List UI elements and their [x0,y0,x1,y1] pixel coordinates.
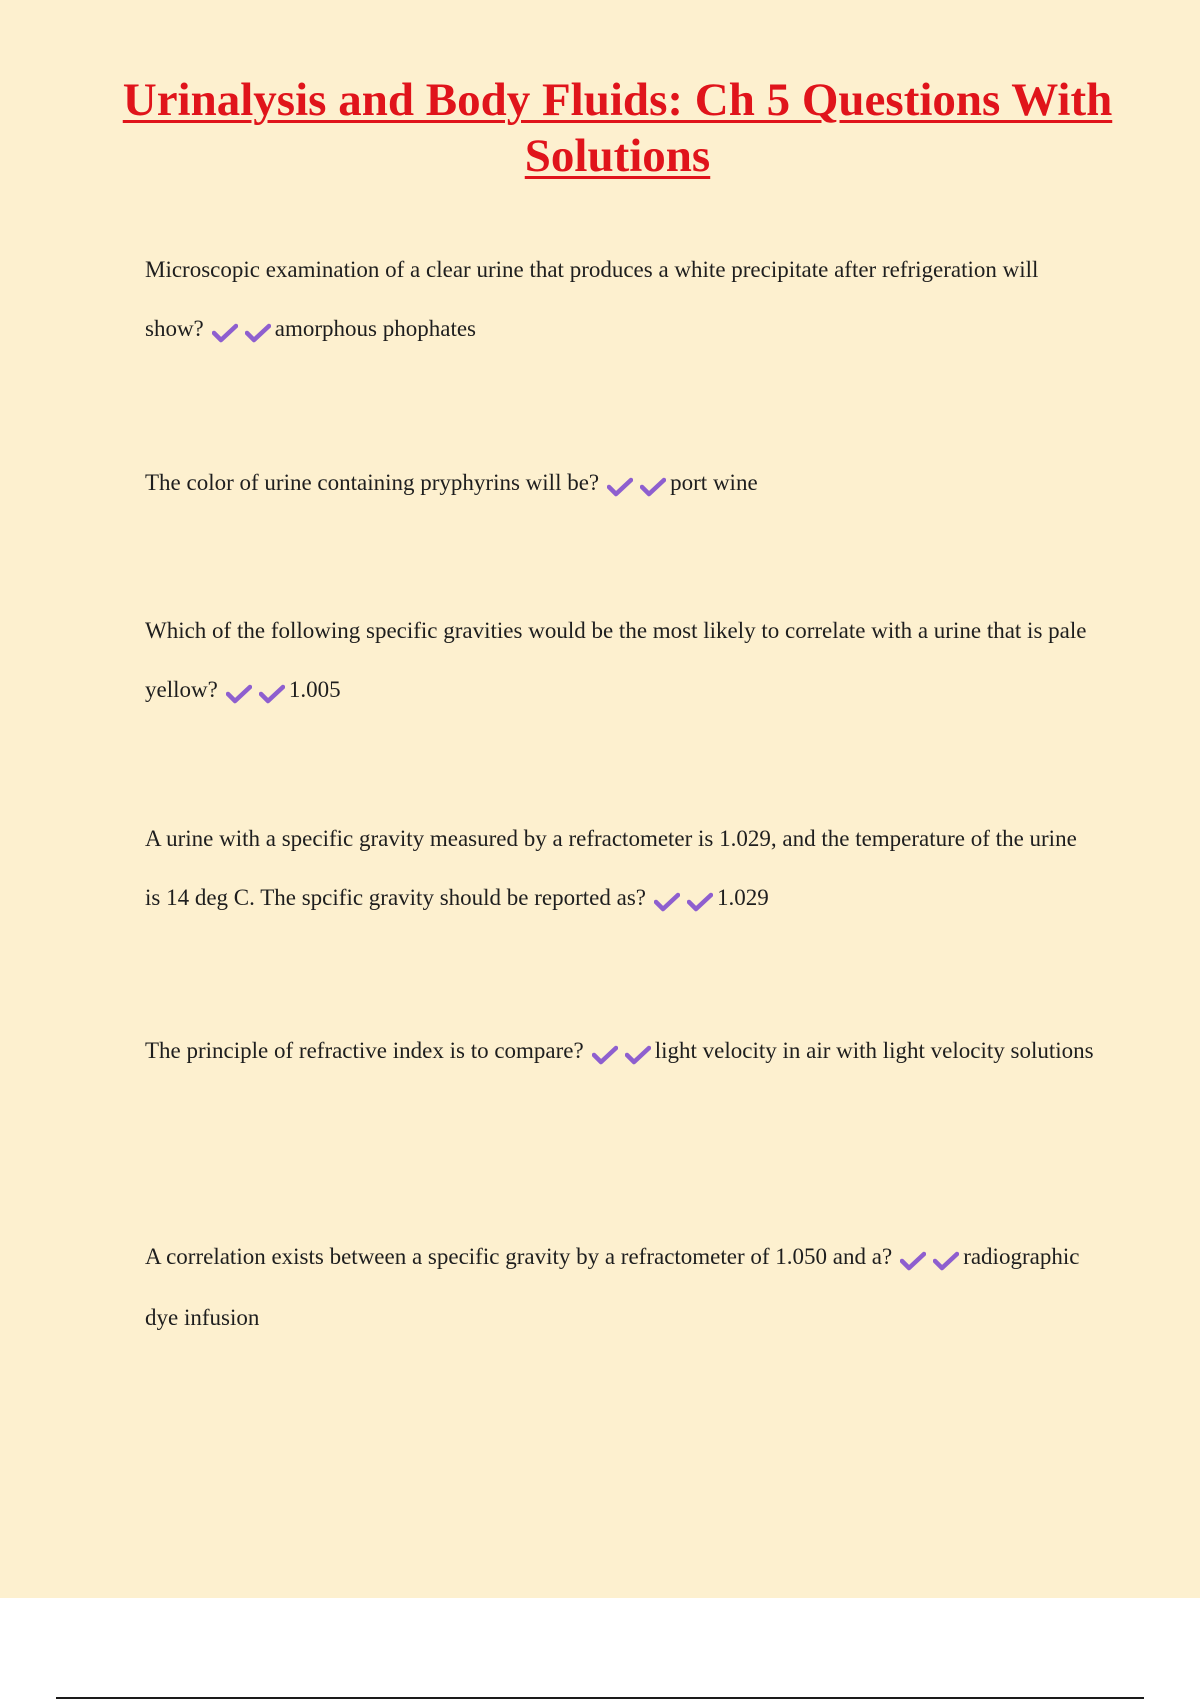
checkmark-icon [607,477,633,497]
answer-text: amorphous phophates [274,316,476,341]
question-text: A urine with a specific gravity measured by a refractometer is 1.029, and the temperature of the urine is 14 deg C. The spcific gravity should be reported as? [145,826,1077,910]
question-text: Microscopic examination of a clear urine that produces a white precipitate after refrigeration will show? [145,257,1039,341]
answer-checks [607,455,666,514]
document-title: Urinalysis and Body Fluids: Ch 5 Questions With Solutions [122,74,1113,182]
qa-item-5 [145,1021,1095,1082]
checkmark-icon [212,323,238,343]
question-text: A correlation exists between a specific gravity by a refractometer of 1.050 and a? [145,1244,893,1269]
question-text: The principle of refractive index is to compare? [145,1038,584,1063]
checkmark-icon [245,323,271,343]
checkmark-icon [900,1251,926,1271]
checkmark-icon [592,1045,618,1065]
answer-text: 1.029 [716,885,769,910]
answer-text: light velocity in air with light velocity solutions [654,1038,1094,1063]
checkmark-icon [933,1251,959,1271]
checkmark-icon [687,892,713,912]
qa-item-4 [145,809,1095,929]
answer-checks [212,301,271,360]
footer-rule [56,1697,1144,1699]
qa-item-1 [145,240,1095,360]
answer-checks [592,1023,651,1082]
checkmark-icon [625,1045,651,1065]
qa-item-3 [145,601,1095,721]
answer-text: port wine [670,470,758,495]
answer-checks [654,870,713,929]
answer-text: radiographic dye infusion [145,1244,1080,1331]
qa-item-6 [145,1227,1095,1347]
checkmark-icon [259,684,285,704]
question-text: The color of urine containing pryphyrins will be? [145,470,600,495]
checkmark-icon [640,477,666,497]
answer-checks [226,662,285,721]
answer-checks [900,1229,959,1288]
checkmark-icon [226,684,252,704]
qa-item-2 [145,453,1095,514]
question-text: Which of the following specific gravities would be the most likely to correlate with a urine that is pale yellow? [145,618,1087,702]
answer-text: 1.005 [288,677,341,702]
checkmark-icon [654,892,680,912]
